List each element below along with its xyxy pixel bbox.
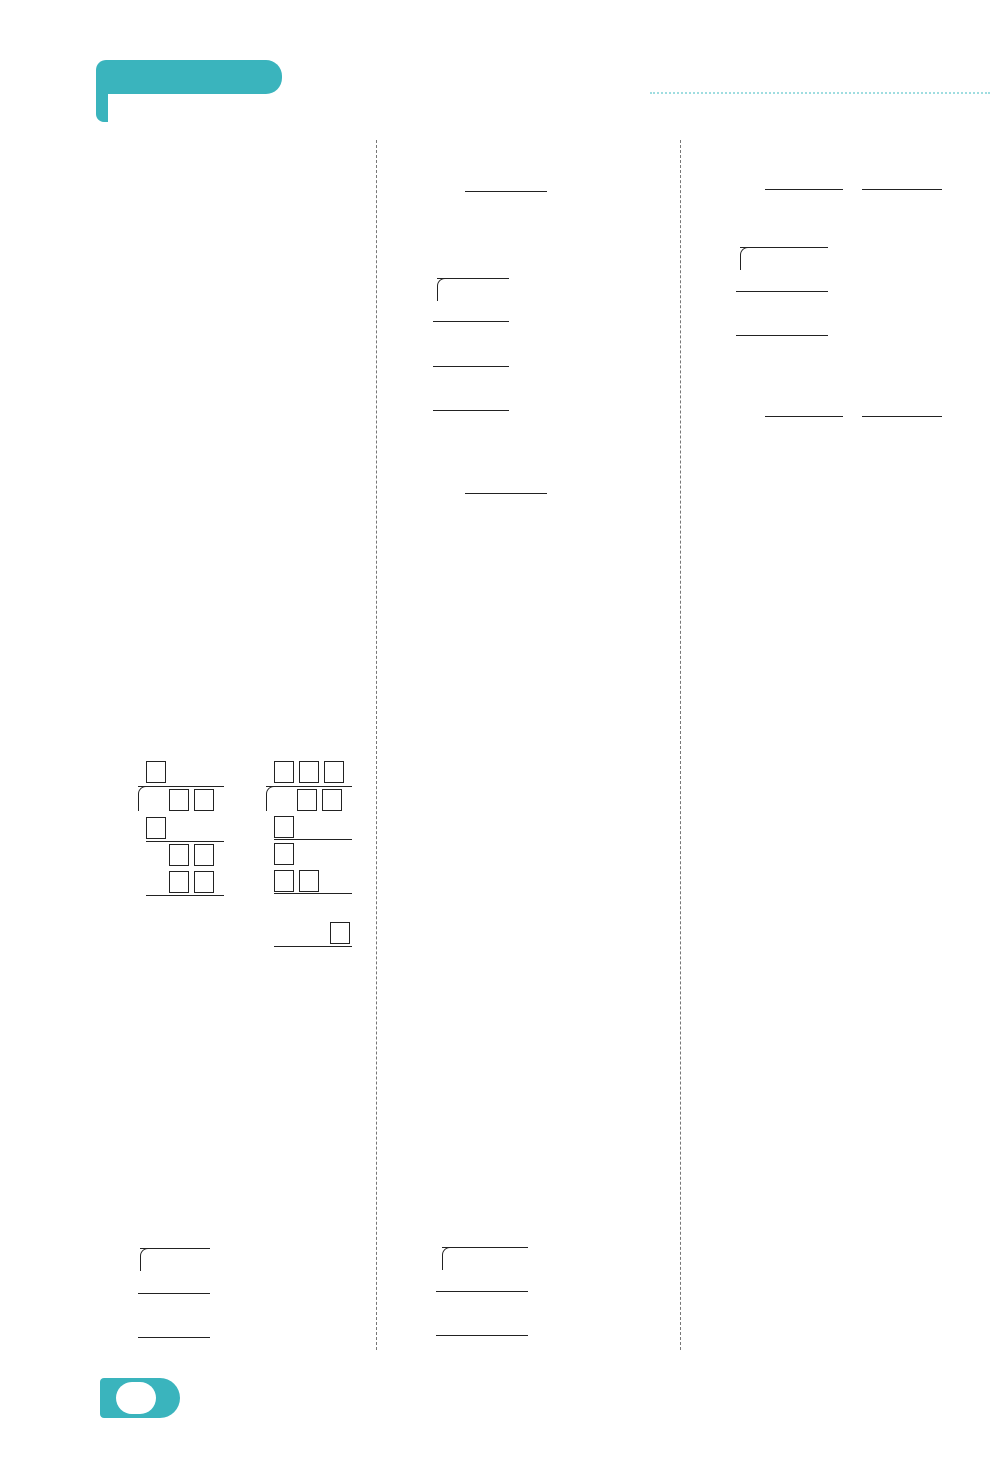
column-divider-1 — [376, 140, 377, 1350]
digit-box — [169, 789, 189, 811]
digit-box — [274, 843, 294, 865]
digit-box — [169, 844, 189, 866]
division-line — [274, 946, 352, 947]
division-bracket — [140, 1248, 149, 1271]
digit-box — [299, 761, 319, 783]
digit-box — [322, 789, 342, 811]
division-line — [274, 839, 352, 840]
edition-badge — [96, 60, 282, 94]
digit-box — [194, 844, 214, 866]
digit-box — [146, 761, 166, 783]
digit-box — [274, 761, 294, 783]
division-line — [138, 1337, 210, 1338]
digit-box — [274, 870, 294, 892]
digit-box — [146, 817, 166, 839]
header-dotted-line — [650, 92, 990, 94]
division-line — [146, 895, 224, 896]
division-line — [138, 786, 224, 787]
digit-box — [169, 871, 189, 893]
division-line — [140, 1248, 210, 1249]
division-line — [146, 841, 224, 842]
division-line — [274, 893, 352, 894]
digit-box — [274, 816, 294, 838]
digit-box — [297, 789, 317, 811]
column-divider-2 — [680, 140, 681, 1350]
digit-box — [194, 789, 214, 811]
digit-box — [330, 922, 350, 944]
page-number — [116, 1382, 156, 1414]
digit-box — [299, 870, 319, 892]
division-line — [266, 786, 352, 787]
digit-box — [194, 871, 214, 893]
digit-box — [324, 761, 344, 783]
division-line — [138, 1293, 210, 1294]
page-number-badge — [100, 1378, 180, 1418]
